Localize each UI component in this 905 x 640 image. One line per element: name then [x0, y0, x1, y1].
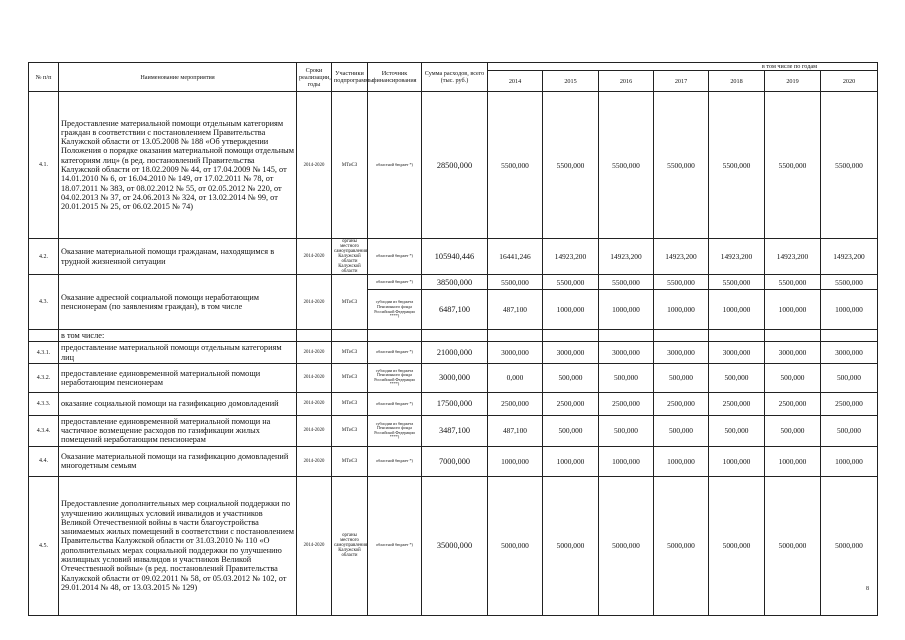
- row-year-value: 500,000: [821, 363, 878, 392]
- row-year-value: 1000,000: [543, 446, 599, 476]
- header-year: 2016: [599, 71, 654, 92]
- header-year: 2018: [709, 71, 765, 92]
- row-year-value: 500,000: [599, 415, 654, 446]
- row-source: областной бюджет *): [368, 239, 422, 275]
- row-year-value: 2500,000: [599, 392, 654, 415]
- header-source: Источник финансирования: [368, 63, 422, 92]
- row-total: 38500,000: [422, 275, 488, 290]
- row-number: 4.5.: [29, 476, 59, 615]
- row-year-value: 487,100: [488, 415, 543, 446]
- row-source: субсидии из бюджета Пенсионного фонда Российской Федерации ****): [368, 363, 422, 392]
- row-total: 17500,000: [422, 392, 488, 415]
- row-source: областной бюджет *): [368, 446, 422, 476]
- row-total: [422, 330, 488, 342]
- row-period: 2014-2020: [297, 363, 332, 392]
- program-table: [28, 62, 877, 616]
- row-number: 4.4.: [29, 446, 59, 476]
- table-row: [29, 342, 878, 364]
- header-participants: Участники подпрограммы: [332, 63, 368, 92]
- table-row: [29, 363, 878, 392]
- row-participants: [332, 330, 368, 342]
- table-row: [29, 330, 878, 342]
- header-year: 2015: [543, 71, 599, 92]
- row-year-value: 500,000: [709, 415, 765, 446]
- row-year-value: 0,000: [488, 363, 543, 392]
- row-year-value: 500,000: [765, 415, 821, 446]
- row-year-value: 2500,000: [543, 392, 599, 415]
- row-year-value: 5500,000: [543, 275, 599, 290]
- row-name: Предоставление дополнительных мер социальной поддержки по улучшению жилищных условий инвалидов и участников Великой Отечественной войны в части благоустройства занимаемых жилых помещений в соответствии с постановлением Правительства Калужской области от 31.03.2010 № 110 «О дополнительных мерах социальной поддержки по улучшению жилищных условий инвалидов и участников Великой Отечественной войны» (в ред. постановлений Правительства Калужской области от 09.02.2011 № 58, от 05.03.2012 № 102, от 29.01.2014 № 48, от 13.03.2015 № 129): [59, 476, 297, 615]
- row-year-value: 487,100: [488, 290, 543, 330]
- row-year-value: 14923,200: [821, 239, 878, 275]
- row-year-value: 1000,000: [709, 290, 765, 330]
- row-year-value: 5500,000: [488, 92, 543, 239]
- row-year-value: 1000,000: [654, 290, 709, 330]
- row-name: предоставление единовременной материальной помощи неработающим пенсионерам: [59, 363, 297, 392]
- row-year-value: 2500,000: [488, 392, 543, 415]
- row-year-value: [709, 330, 765, 342]
- row-total: 21000,000: [422, 342, 488, 364]
- row-number: 4.3.2.: [29, 363, 59, 392]
- row-participants: МТиСЗ: [332, 92, 368, 239]
- row-year-value: 5500,000: [821, 92, 878, 239]
- row-source: областной бюджет *): [368, 92, 422, 239]
- header-num: № п/п: [29, 63, 59, 92]
- row-year-value: 3000,000: [654, 342, 709, 364]
- row-year-value: 500,000: [654, 363, 709, 392]
- row-year-value: [821, 330, 878, 342]
- row-name: оказание социальной помощи на газификацию домовладений: [59, 392, 297, 415]
- page-number: 8: [866, 586, 869, 592]
- row-year-value: 3000,000: [488, 342, 543, 364]
- row-year-value: 1000,000: [765, 446, 821, 476]
- row-source: областной бюджет *): [368, 476, 422, 615]
- row-year-value: 500,000: [821, 415, 878, 446]
- row-year-value: [599, 330, 654, 342]
- row-year-value: 500,000: [765, 363, 821, 392]
- row-period: 2014-2020: [297, 275, 332, 330]
- row-year-value: 1000,000: [765, 290, 821, 330]
- row-year-value: 1000,000: [599, 290, 654, 330]
- row-total: 3487,100: [422, 415, 488, 446]
- row-total: 28500,000: [422, 92, 488, 239]
- row-source: областной бюджет *): [368, 275, 422, 290]
- row-number: 4.3.3.: [29, 392, 59, 415]
- row-participants: органы местного самоуправления Калужской области: [332, 476, 368, 615]
- row-name: Оказание материальной помощи гражданам, находящимся в трудной жизненной ситуации: [59, 239, 297, 275]
- row-year-value: 16441,246: [488, 239, 543, 275]
- row-year-value: 5500,000: [821, 275, 878, 290]
- row-year-value: 5500,000: [654, 275, 709, 290]
- row-name: Предоставление материальной помощи отдельным категориям граждан в соответствии с постановлением Правительства Калужской области от 13.05.2008 № 188 «Об утверждении Положения о порядке оказания материальной помощи отдельным категориям лиц» (в ред. постановлений Правительства Калужской области от 18.02.2009 № 44, от 17.04.2009 № 145, от 14.01.2010 № 6, от 16.04.2010 № 149, от 17.02.2011 № 78, от 18.07.2011 № 383, от 08.02.2012 № 55, от 02.05.2012 № 220, от 04.02.2013 № 37, от 24.06.2013 № 324, от 13.02.2014 № 99, от 20.01.2015 № 25, от 06.02.2015 № 74): [59, 92, 297, 239]
- header-year: 2014: [488, 71, 543, 92]
- row-year-value: 5000,000: [543, 476, 599, 615]
- row-year-value: 5500,000: [599, 275, 654, 290]
- row-year-value: 5500,000: [488, 275, 543, 290]
- measures-table: [28, 62, 878, 616]
- row-year-value: 3000,000: [709, 342, 765, 364]
- row-year-value: 5500,000: [765, 275, 821, 290]
- table-row: [29, 446, 878, 476]
- row-year-value: 14923,200: [654, 239, 709, 275]
- row-year-value: 5500,000: [543, 92, 599, 239]
- row-period: 2014-2020: [297, 476, 332, 615]
- row-year-value: 5500,000: [765, 92, 821, 239]
- header-by-years: в том числе по годам: [488, 63, 878, 71]
- row-year-value: 5500,000: [709, 275, 765, 290]
- row-year-value: [488, 330, 543, 342]
- row-period: 2014-2020: [297, 239, 332, 275]
- row-year-value: 14923,200: [543, 239, 599, 275]
- row-year-value: [654, 330, 709, 342]
- row-period: 2014-2020: [297, 392, 332, 415]
- row-year-value: 3000,000: [543, 342, 599, 364]
- row-year-value: 1000,000: [709, 446, 765, 476]
- row-year-value: 500,000: [543, 415, 599, 446]
- row-year-value: 1000,000: [599, 446, 654, 476]
- row-total: 35000,000: [422, 476, 488, 615]
- row-year-value: 2500,000: [654, 392, 709, 415]
- header-row: [29, 63, 878, 71]
- row-source: субсидии из бюджета Пенсионного фонда Российской Федерации ****): [368, 290, 422, 330]
- header-year: 2020: [821, 71, 878, 92]
- row-year-value: 1000,000: [488, 446, 543, 476]
- row-participants: МТиСЗ: [332, 363, 368, 392]
- row-year-value: 14923,200: [599, 239, 654, 275]
- row-year-value: 500,000: [709, 363, 765, 392]
- row-period: 2014-2020: [297, 415, 332, 446]
- row-year-value: 2500,000: [765, 392, 821, 415]
- row-participants: органы местного самоуправления Калужской области Калужской области: [332, 239, 368, 275]
- header-total: Сумма расходов, всего (тыс. руб.): [422, 63, 488, 92]
- row-total: 6487,100: [422, 290, 488, 330]
- row-year-value: [765, 330, 821, 342]
- row-number: 4.3.4.: [29, 415, 59, 446]
- row-participants: МТиСЗ: [332, 342, 368, 364]
- row-number: 4.2.: [29, 239, 59, 275]
- header-name: Наименование мероприятия: [59, 63, 297, 92]
- header-year: 2019: [765, 71, 821, 92]
- row-total: 7000,000: [422, 446, 488, 476]
- table-row: [29, 415, 878, 446]
- row-name: в том числе:: [59, 330, 297, 342]
- row-period: 2014-2020: [297, 342, 332, 364]
- row-source: областной бюджет *): [368, 342, 422, 364]
- row-year-value: 5500,000: [709, 92, 765, 239]
- row-period: 2014-2020: [297, 92, 332, 239]
- row-name: Оказание адресной социальной помощи неработающим пенсионерам (по заявлениям граждан), в том числе: [59, 275, 297, 330]
- row-total: 3000,000: [422, 363, 488, 392]
- row-year-value: 1000,000: [821, 290, 878, 330]
- row-source: субсидии из бюджета Пенсионного фонда Российской Федерации ****): [368, 415, 422, 446]
- row-year-value: 5000,000: [709, 476, 765, 615]
- row-year-value: [543, 330, 599, 342]
- row-number: [29, 330, 59, 342]
- row-participants: МТиСЗ: [332, 275, 368, 330]
- row-year-value: 5000,000: [821, 476, 878, 615]
- row-number: 4.1.: [29, 92, 59, 239]
- row-number: 4.3.1.: [29, 342, 59, 364]
- row-year-value: 3000,000: [765, 342, 821, 364]
- row-source: [368, 330, 422, 342]
- table-row: [29, 476, 878, 615]
- row-name: предоставление единовременной материальной помощи на частичное возмещение расходов по газификации жилых помещений неработающим пенсионерам: [59, 415, 297, 446]
- row-year-value: 1000,000: [821, 446, 878, 476]
- row-year-value: 500,000: [599, 363, 654, 392]
- table-row: [29, 239, 878, 275]
- row-name: Оказание материальной помощи на газификацию домовладений многодетным семьям: [59, 446, 297, 476]
- row-year-value: 5500,000: [654, 92, 709, 239]
- row-total: 105940,446: [422, 239, 488, 275]
- row-year-value: 5000,000: [654, 476, 709, 615]
- table-body: [29, 92, 878, 616]
- table-row: [29, 92, 878, 239]
- row-source: областной бюджет *): [368, 392, 422, 415]
- row-participants: МТиСЗ: [332, 415, 368, 446]
- table-row: [29, 392, 878, 415]
- row-participants: МТиСЗ: [332, 392, 368, 415]
- row-year-value: 5000,000: [765, 476, 821, 615]
- row-year-value: 1000,000: [654, 446, 709, 476]
- row-period: 2014-2020: [297, 446, 332, 476]
- row-year-value: 2500,000: [821, 392, 878, 415]
- row-year-value: 14923,200: [765, 239, 821, 275]
- row-year-value: 14923,200: [709, 239, 765, 275]
- header-year: 2017: [654, 71, 709, 92]
- row-year-value: 2500,000: [709, 392, 765, 415]
- row-period: [297, 330, 332, 342]
- row-year-value: 3000,000: [821, 342, 878, 364]
- header-period: Сроки реализации, годы: [297, 63, 332, 92]
- row-year-value: 5500,000: [599, 92, 654, 239]
- row-year-value: 500,000: [654, 415, 709, 446]
- row-year-value: 5000,000: [599, 476, 654, 615]
- row-participants: МТиСЗ: [332, 446, 368, 476]
- table-row: [29, 275, 878, 290]
- row-year-value: 3000,000: [599, 342, 654, 364]
- row-year-value: 5000,000: [488, 476, 543, 615]
- row-year-value: 500,000: [543, 363, 599, 392]
- row-number: 4.3.: [29, 275, 59, 330]
- row-name: предоставление материальной помощи отдельным категориям лиц: [59, 342, 297, 364]
- row-year-value: 1000,000: [543, 290, 599, 330]
